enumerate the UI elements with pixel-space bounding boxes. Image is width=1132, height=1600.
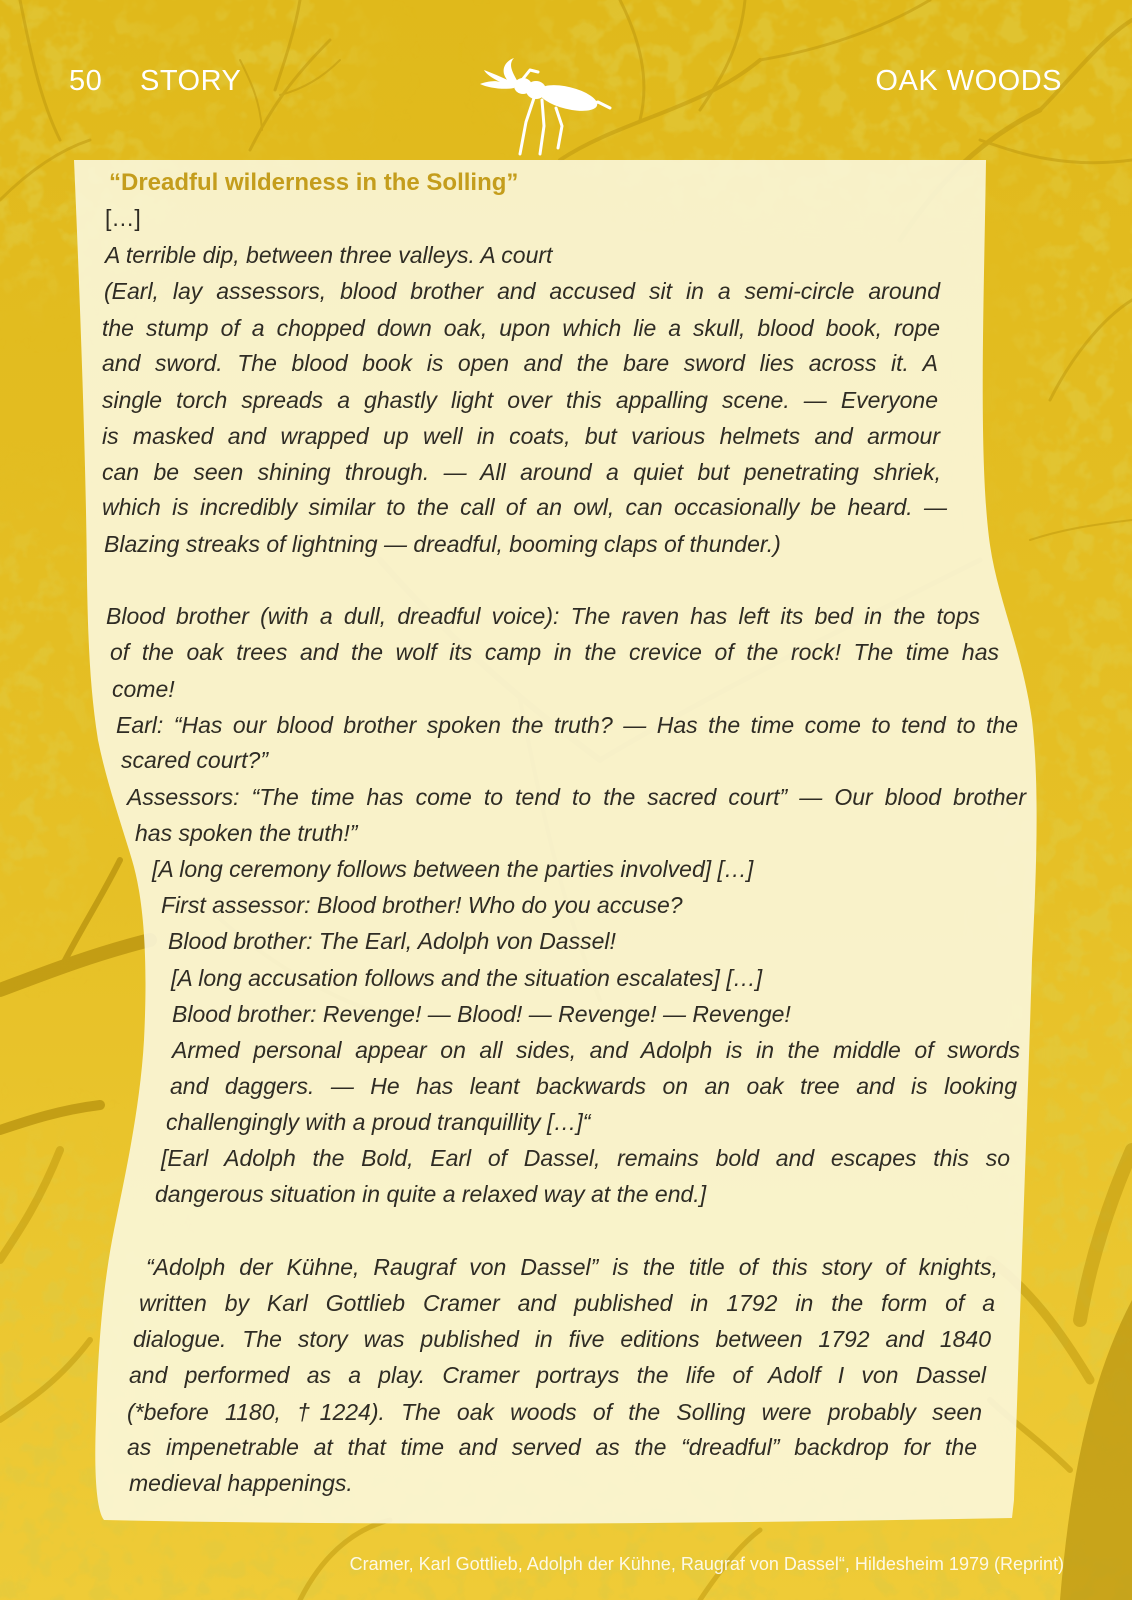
dialogue-line: dangerous situation in quite a relaxed way at the end.]	[155, 1181, 707, 1207]
dialogue-line: Assessors: “The time has come to tend to the sacred court” — Our blood brother	[127, 784, 1026, 810]
chapter-title: OAK WOODS	[875, 65, 1062, 97]
commentary-line: written by Karl Gottlieb Cramer and published in 1792 in the form of a	[139, 1290, 995, 1316]
commentary-line: as impenetrable at that time and served as the “dreadful” backdrop for the	[127, 1434, 977, 1460]
dialogue-line: Earl: “Has our blood brother spoken the truth? — Has the time come to tend to the	[116, 712, 1018, 738]
dialogue-line: Blood brother: Revenge! — Blood! — Revenge! — Revenge!	[172, 1001, 791, 1027]
commentary-line: dialogue. The story was published in five editions between 1792 and 1840	[133, 1326, 991, 1352]
dialogue-line: [Earl Adolph the Bold, Earl of Dassel, remains bold and escapes this so	[161, 1145, 1010, 1171]
dialogue-line: and daggers. — He has leant backwards on an oak tree and is looking	[170, 1073, 1017, 1099]
dialogue-line: Armed personal appear on all sides, and Adolph is in the middle of swords	[172, 1037, 1020, 1063]
section-label: STORY	[140, 65, 242, 97]
source-citation: Cramer, Karl Gottlieb, Adolph der Kühne, Raugraf von Dassel“, Hildesheim 1979 (Reprint)	[349, 1554, 1064, 1574]
commentary-line: and performed as a play. Cramer portrays the life of Adolf I von Dassel	[129, 1362, 986, 1388]
scene-line: and sword. The blood book is open and the bare sword lies across it. A	[102, 350, 938, 376]
dialogue-line: scared court?”	[121, 747, 269, 773]
commentary-line: (*before 1180, †1224). The oak woods of the Solling were probably seen	[127, 1399, 982, 1425]
scene-line: the stump of a chopped down oak, upon which lie a skull, blood book, rope	[102, 315, 940, 341]
scene-line: can be seen shining through. — All around a quiet but penetrating shriek,	[102, 459, 941, 485]
dialogue-line: [A long ceremony follows between the parties involved] […]	[152, 856, 754, 882]
commentary-line: medieval happenings.	[129, 1470, 353, 1496]
scene-line: Blazing streaks of lightning — dreadful, booming claps of thunder.)	[104, 531, 781, 557]
dialogue-line: has spoken the truth!”	[135, 820, 358, 846]
scene-line: A terrible dip, between three valleys. A court	[105, 242, 553, 268]
dialogue-line: Blood brother (with a dull, dreadful voice): The raven has left its bed in the tops	[106, 603, 980, 629]
dialogue-line: Blood brother: The Earl, Adolph von Dassel!	[168, 928, 616, 954]
dialogue-line: come!	[112, 676, 175, 702]
dialogue-line: challengingly with a proud tranquillity […]“	[166, 1109, 591, 1135]
stag-beetle-icon	[478, 56, 618, 156]
scene-line: which is incredibly similar to the call of an owl, can occasionally be heard. —	[102, 494, 947, 520]
page-number: 50	[69, 65, 103, 97]
excerpt-title: “Dreadful wilderness in the Solling”	[109, 169, 519, 196]
commentary-line: “Adolph der Kühne, Raugraf von Dassel” is the title of this story of knights,	[146, 1254, 998, 1280]
scene-line: single torch spreads a ghastly light over this appalling scene. — Everyone	[102, 387, 938, 413]
scene-line: is masked and wrapped up well in coats, but various helmets and armour	[102, 423, 940, 449]
dialogue-line: [A long accusation follows and the situation escalates] […]	[171, 965, 763, 991]
dialogue-line: of the oak trees and the wolf its camp in the crevice of the rock! The time has	[110, 639, 999, 665]
scene-line: (Earl, lay assessors, blood brother and accused sit in a semi-circle around	[104, 278, 940, 304]
dialogue-line: First assessor: Blood brother! Who do you accuse?	[161, 892, 683, 918]
ellipsis-marker: […]	[105, 205, 141, 231]
